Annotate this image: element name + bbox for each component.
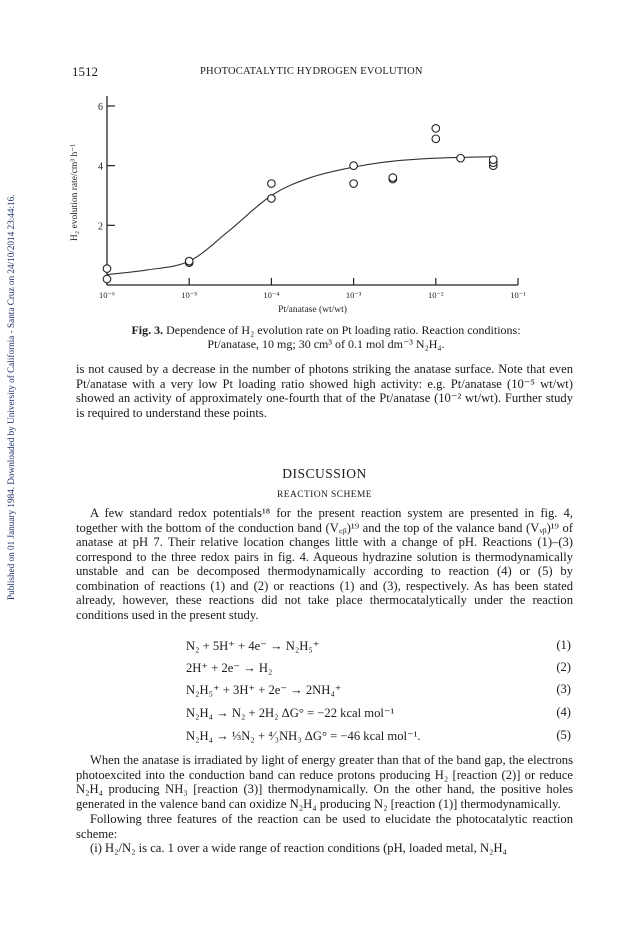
- subsection-heading: REACTION SCHEME: [277, 490, 372, 500]
- download-watermark: [6, 100, 18, 600]
- data-point: [185, 257, 193, 265]
- y-axis-title: H₂ evolution rate/cm³ h⁻¹: [70, 143, 80, 242]
- chart-axes: [107, 96, 518, 285]
- fit-curve-group: [107, 157, 493, 275]
- data-point: [432, 125, 440, 133]
- paragraph-5: (i) H₂/N₂ is ca. 1 over a wide range of reaction conditions (pH, loaded metal, N₂H₄: [90, 841, 507, 855]
- x-tick-label: 10⁻⁵: [181, 290, 198, 300]
- data-point: [489, 156, 497, 164]
- watermark-text: Published on 01 January 1984. Downloaded by University of California - Santa Cruz on 24/10/2014 23:44:16.: [6, 194, 16, 600]
- data-point: [268, 180, 276, 188]
- x-tick-label: 10⁻²: [428, 290, 444, 300]
- y-tick-label: 6: [98, 101, 103, 113]
- running-title: PHOTOCATALYTIC HYDROGEN EVOLUTION: [200, 66, 423, 77]
- x-axis-title: Pt/anatase (wt/wt): [278, 305, 347, 315]
- figure-caption: [76, 323, 576, 351]
- data-point: [103, 265, 111, 273]
- data-points: [103, 125, 497, 283]
- fit-curve: [107, 157, 493, 275]
- paragraph-2: A few standard redox potentials¹⁸ for the present reaction system are presented in fig. 4, together with the bottom of the conduction band (V꜀ᵦ)¹⁹ and the top of the valance band (Vᵥᵦ)¹⁹ of anatase at pH 7. Their relative location changes little with a change of pH. Reactions (1)–(3) correspond to the three redox pairs in fig. 4. Aqueous hydrazine solution is thermodynamically unstable and can be decomposed thermodynamically according to reaction (4) or (5) by combination of reactions (1) and (2) or reactions (1) and (3), respectively. As has been stated already, however, these reactions did not take place thermocatalytically under the reaction conditions used in the present study.: [76, 506, 573, 622]
- caption-line-2: Pt/anatase, 10 mg; 30 cm³ of 0.1 mol dm⁻³ N₂H₄.: [207, 337, 445, 351]
- data-point: [389, 174, 397, 182]
- x-tick-label: 10⁻⁶: [99, 290, 115, 300]
- page-header: [72, 64, 558, 80]
- x-tick-label: 10⁻⁴: [263, 290, 280, 300]
- data-point: [350, 162, 358, 170]
- paragraph-1: is not caused by a decrease in the number of photons striking the anatase surface. Note that even Pt/anatase with a very low Pt loading ratio showed high activity: e.g. Pt/anatase (10⁻⁵ wt/wt) showed an activity of approximately one-fourth that of the Pt/anatase (10⁻² wt/wt). Further study is required to understand these points.: [76, 362, 573, 420]
- page-number: 1512: [72, 64, 98, 79]
- data-point: [350, 180, 358, 188]
- figure-label: Fig. 3.: [131, 323, 164, 337]
- section-heading: DISCUSSION: [282, 466, 367, 481]
- y-tick-label: 2: [98, 221, 103, 233]
- data-point: [103, 275, 111, 283]
- paragraph-3: When the anatase is irradiated by light of energy greater than that of the band gap, the electrons photoexcited into the conduction band can reduce protons producing H₂ [reaction (2)] or reduce N₂H₄ producing NH₃ [reaction (3)] thermodynamically. On the other hand, the positive holes generated in the valence band can oxidize N₂H₄ producing N₂ [reaction (1)] thermodynamically.: [76, 753, 573, 811]
- x-tick-label: 10⁻¹: [510, 290, 526, 300]
- paragraph-4: Following three features of the reaction can be used to elucidate the photocatalytic reaction scheme:: [76, 812, 573, 841]
- x-tick-label: 10⁻³: [345, 290, 362, 300]
- figure-3-chart: [50, 90, 590, 320]
- data-point: [432, 135, 440, 143]
- chart-labels: [70, 102, 526, 315]
- y-tick-label: 4: [98, 161, 103, 173]
- data-point: [457, 154, 465, 162]
- caption-line-1: Dependence of H₂ evolution rate on Pt loading ratio. Reaction conditions:: [166, 323, 521, 337]
- data-point: [268, 195, 276, 203]
